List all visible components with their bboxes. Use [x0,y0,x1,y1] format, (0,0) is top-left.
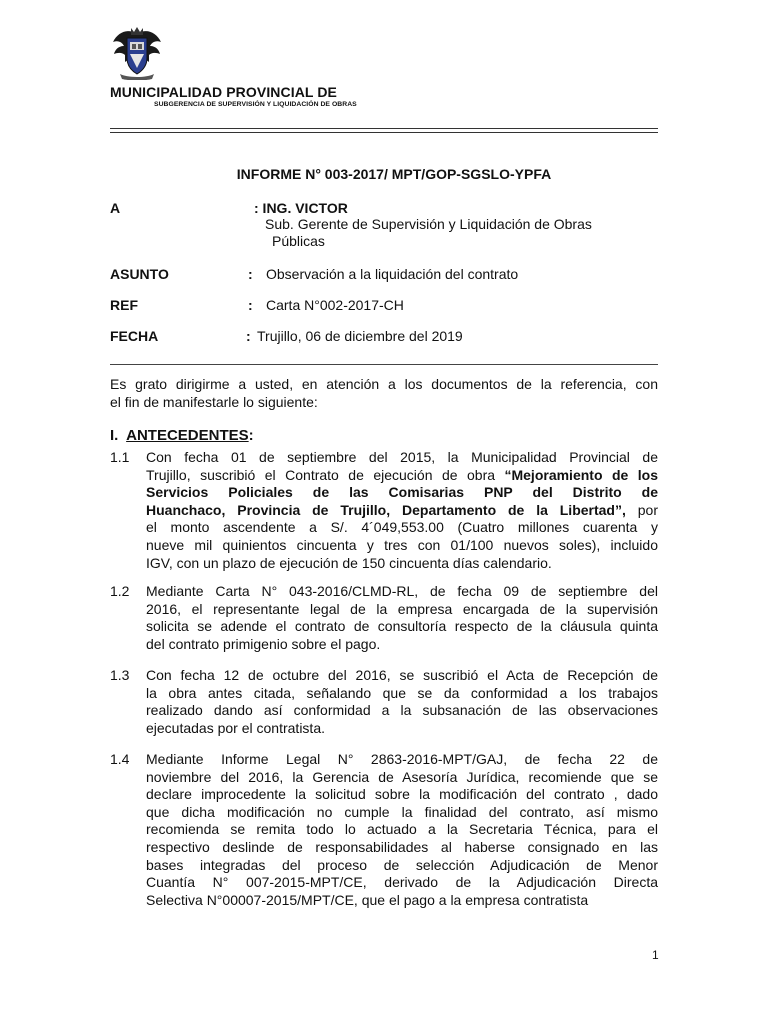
field-ref-value: Carta N°002-2017-CH [266,297,404,313]
list-item-line [146,786,658,804]
to-role-line-1: Sub. Gerente de Supervisión y Liquidación de Obras [265,216,592,232]
list-item-line [146,892,658,910]
body-text: del contrato primigenio sobre el pago. [146,635,381,652]
list-item-line [146,751,658,769]
field-subject-label: ASUNTO [110,266,169,282]
list-item-line [146,702,658,720]
intro-line: Es grato dirigirme a usted, en atención a los documentos de la referencia, con [110,376,658,392]
field-to-value: : ING. VICTOR [254,200,348,216]
list-item-line [146,857,658,875]
body-text: Cuantía N° 007-2015-MPT/CE, derivado de la Adjudicación Directa [146,874,658,891]
body-text: Trujillo, suscribió el Contrato de ejecución de obra [146,466,505,483]
field-subject-colon: : [248,266,253,282]
body-text: Selectiva N°00007-2015/MPT/CE, que el pago a la empresa contratista [146,891,589,908]
list-item-line [146,519,658,537]
list-item-line [146,601,658,619]
field-date-colon: : [246,328,251,344]
intro-paragraph [110,376,658,411]
list-item-number: 1.2 [110,583,130,599]
body-text: la obra antes citada, señalando que se da conformidad a los trabajos [146,684,658,701]
list-item-line [146,636,658,654]
project-name-text: Servicios Policiales de las Comisarias PNP del Distrito de [146,484,658,501]
org-title: MUNICIPALIDAD PROVINCIAL DE [110,84,337,100]
body-text: respectivo deslinde de responsabilidades al haberse consignado en las [146,838,658,855]
section-number: I. [110,427,119,444]
body-text: realizado dando así conformidad a la subsanación de las observaciones [146,702,658,719]
field-date-value: Trujillo, 06 de diciembre del 2019 [257,328,463,344]
body-text: por [625,501,658,518]
list-item-line [146,821,658,839]
list-item-line [146,804,658,822]
list-item-line [146,502,658,520]
intro-line: el fin de manifestarle lo siguiente: [110,393,318,410]
list-item-line [146,618,658,636]
body-text: que dicha modificación no cumple la finalidad del contrato, así mismo [146,803,658,820]
body-text: Con fecha 12 de octubre del 2016, se suscribió el Acta de Recepción de [146,667,658,683]
report-title: INFORME N° 003-2017/ MPT/GOP-SGSLO-YPFA [236,166,552,182]
body-text: noviembre del 2016, la Gerencia de Asesoría Jurídica, recomiende que se [146,768,658,785]
list-item-line [146,685,658,703]
body-text: ejecutadas por el contratista. [146,719,325,736]
list-item-line [146,720,658,738]
list-item-line [146,555,658,573]
list-item-number: 1.3 [110,667,130,683]
fields-divider [110,364,658,365]
list-item-body [146,449,658,572]
body-text: recomienda se remita todo lo actuado a la Secretaria Técnica, para el [146,821,658,838]
section-colon: : [248,427,254,444]
list-item-line [146,449,658,467]
body-text: declare improcedente la solicitud sobre la modificación del contrato , dado [146,786,658,803]
field-ref-colon: : [248,297,253,313]
section-heading [110,427,254,444]
list-item-line [146,874,658,892]
body-text: el monto ascendente a S/. 4´049,553.00 (Cuatro millones cuarenta y [146,519,658,536]
body-text: Mediante Informe Legal N° 2863-2016-MPT/GAJ, de fecha 22 de [146,751,658,767]
body-text: Mediante Carta N° 043-2016/CLMD-RL, de fecha 09 de septiembre del [146,583,658,599]
list-item-line [146,667,658,685]
to-role-line-2: Públicas [272,233,325,249]
list-item-line [146,769,658,787]
section-title: ANTECEDENTES [126,427,249,444]
org-subtitle: SUBGERENCIA DE SUPERVISIÓN Y LIQUIDACIÓN DE OBRAS [154,101,357,108]
field-ref-label: REF [110,297,138,313]
coat-of-arms-icon [110,24,164,80]
list-item-body [146,583,658,653]
body-text: solicita se adende el contrato de consultoría respecto de la cláusula quinta [146,618,658,635]
list-item-line [146,537,658,555]
list-item-body [146,667,658,737]
list-item-number: 1.4 [110,751,130,767]
list-item-line [146,839,658,857]
header-rule-bottom [110,132,658,133]
body-text: bases integradas del proceso de selección Adjudicación de Menor [146,856,658,873]
header-rule-top [110,128,658,129]
list-item-line [146,583,658,601]
project-name-text: “Mejoramiento de los [504,466,658,483]
list-item-line [146,484,658,502]
page-number: 1 [652,948,659,962]
project-name-text: Huanchaco, Provincia de Trujillo, Departamento de la Libertad”, [146,501,626,518]
field-to-label: A [110,200,121,216]
list-item-number: 1.1 [110,449,130,465]
body-text: Con fecha 01 de septiembre del 2015, la Municipalidad Provincial de [146,449,658,465]
list-item-body [146,751,658,909]
body-text: IGV, con un plazo de ejecución de 150 cincuenta días calendario. [146,554,552,571]
body-text: nueve mil quinientos cincuenta y tres con 01/100 nuevos soles), incluido [146,536,658,553]
field-subject-value: Observación a la liquidación del contrato [266,266,519,282]
field-date-label: FECHA [110,328,159,344]
body-text: 2016, el representante legal de la empresa encargada de la supervisión [146,600,658,617]
list-item-line [146,467,658,485]
